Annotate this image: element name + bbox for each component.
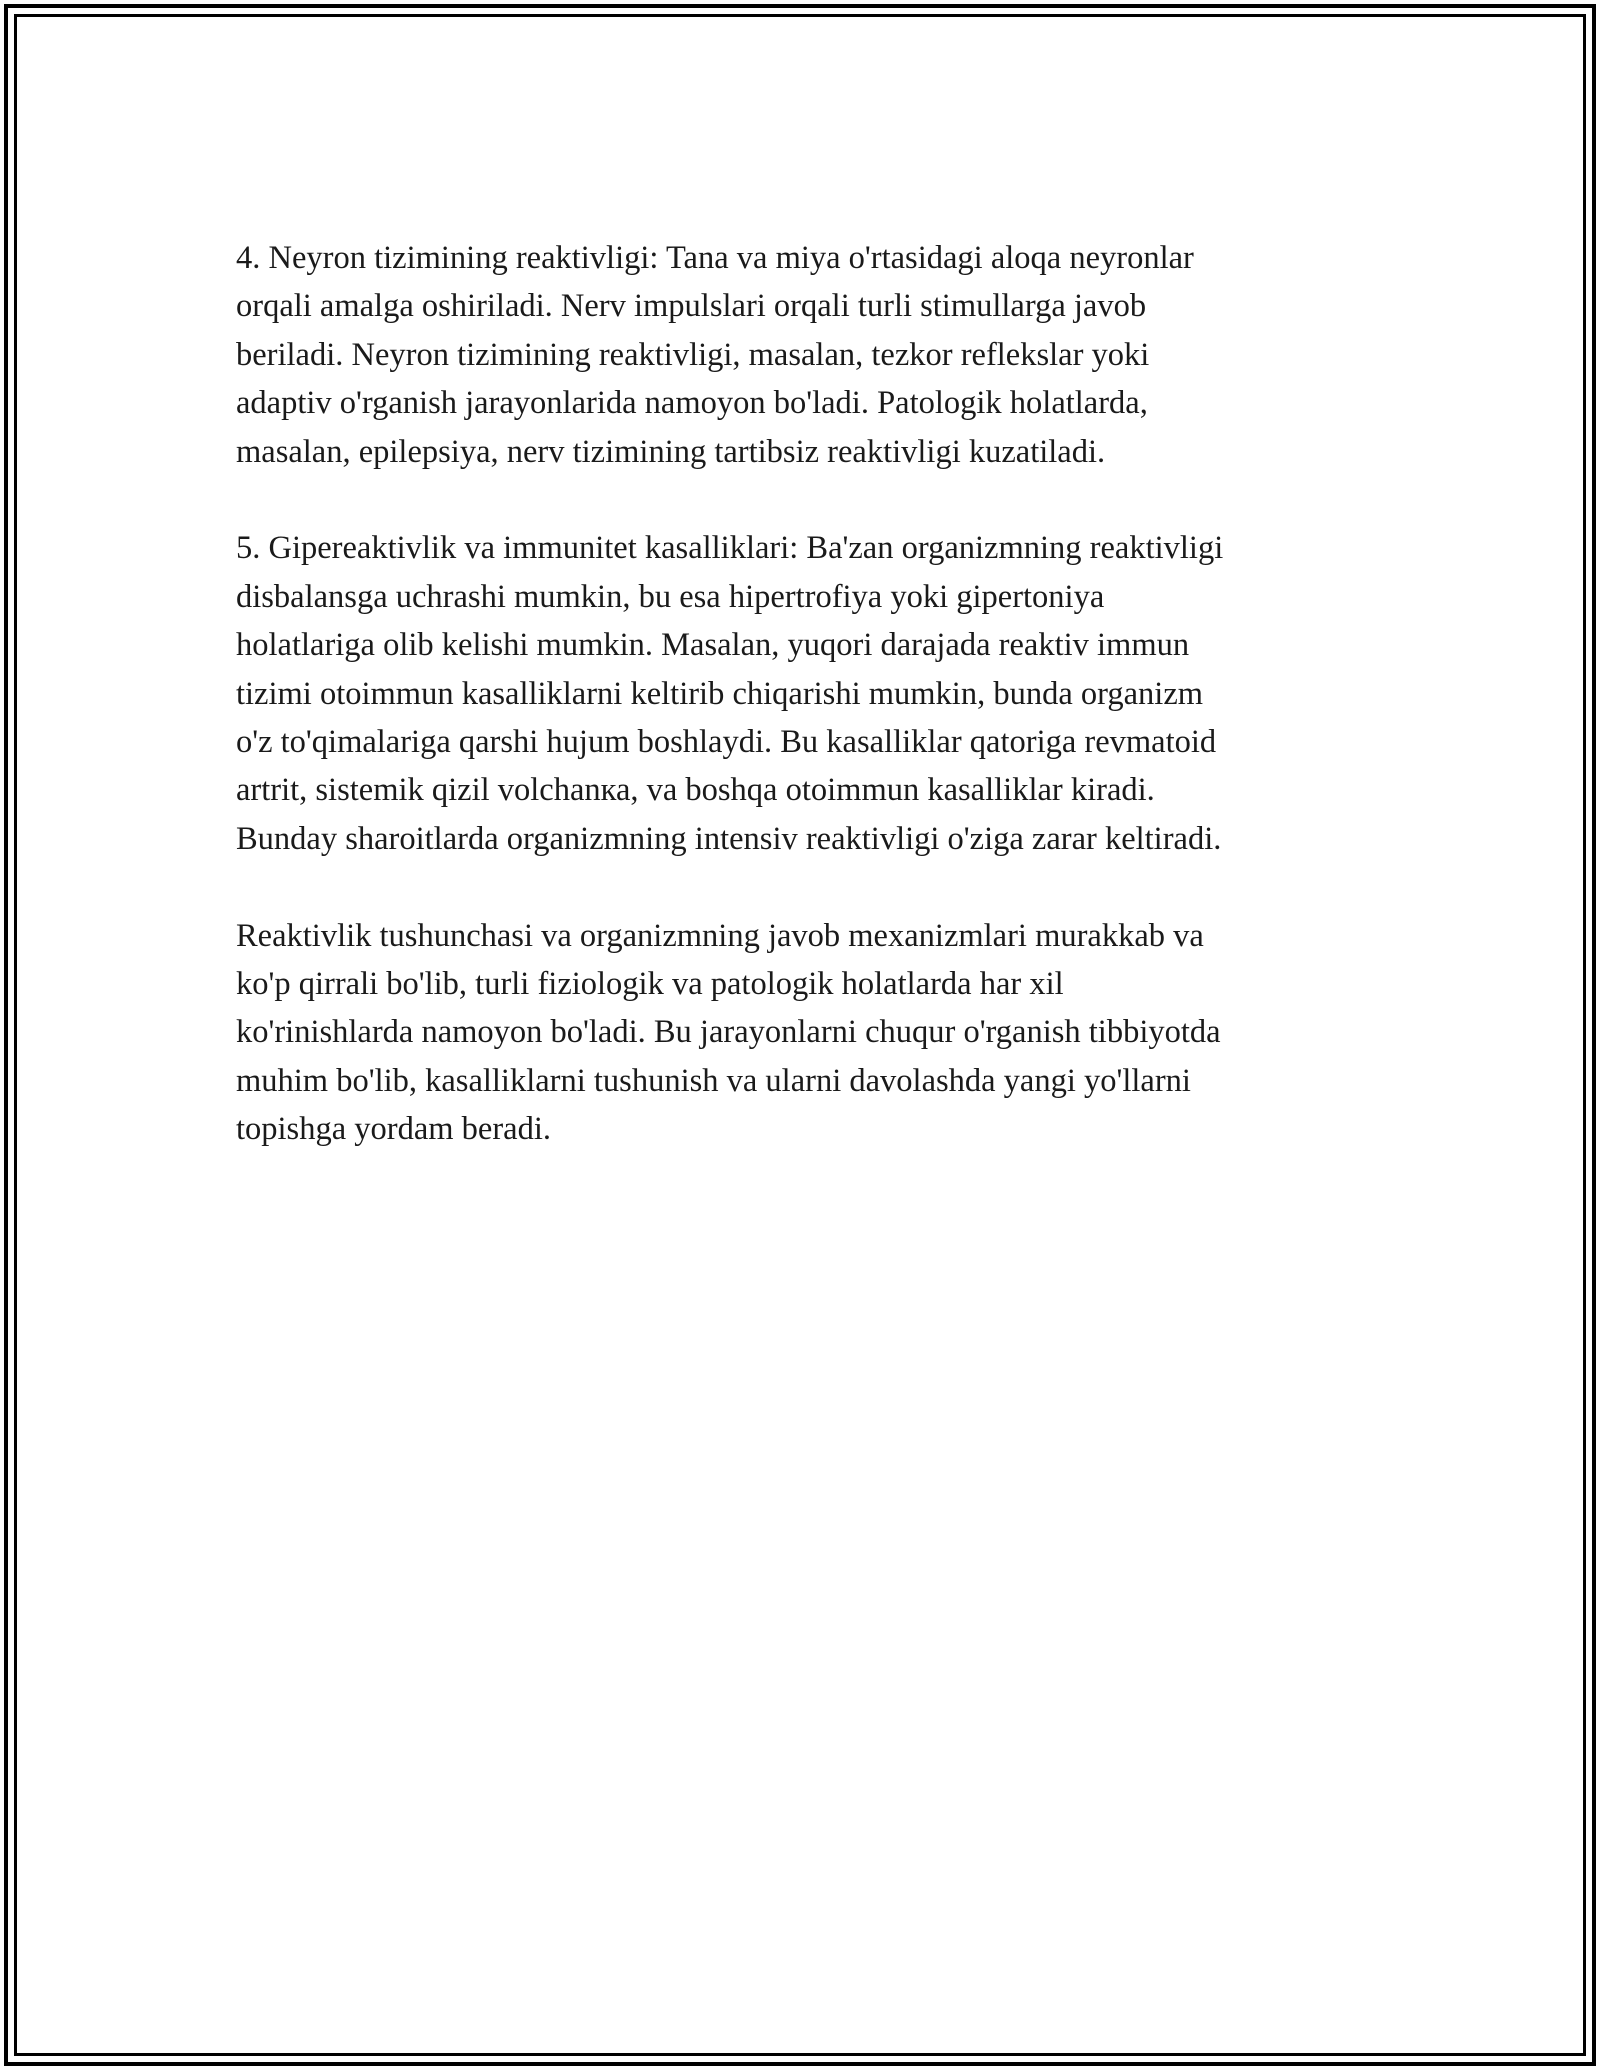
text-line: adaptiv o'rganish jarayonlarida namoyon bo'ladi. Patologik holatlarda, bbox=[236, 385, 1148, 422]
text-line: topishga yordam beradi. bbox=[236, 1111, 551, 1148]
text-line: orqali amalga oshiriladi. Nerv impulslari orqali turli stimullarga javob bbox=[236, 288, 1147, 325]
document-body bbox=[236, 234, 1356, 1202]
paragraph-xulosa bbox=[236, 912, 1356, 1154]
text-line: 4. Neyron tizimining reaktivligi: Tana va miya o'rtasidagi aloqa neyronlar bbox=[236, 240, 1194, 276]
paragraph-neyron-reaktivligi bbox=[236, 234, 1356, 476]
text-line: Bunday sharoitlarda organizmning intensiv reaktivligi o'ziga zarar keltiradi. bbox=[236, 820, 1222, 857]
text-line: holatlariga olib kelishi mumkin. Masalan, yuqori darajada reaktiv immun bbox=[236, 627, 1190, 664]
text-line: 5. Gipereaktivlik va immunitet kasalliklari: Ba'zan organizmning reaktivligi bbox=[236, 530, 1224, 567]
text-line: artrit, sistemik qizil volchanка, va boshqa otoimmun kasalliklar kiradi. bbox=[236, 772, 1155, 809]
text-line: Reaktivlik tushunchasi va organizmning javob mexanizmlari murakkab va bbox=[236, 917, 1204, 954]
text-line: beriladi. Neyron tizimining reaktivligi, masalan, tezkor reflekslar yoki bbox=[236, 336, 1150, 373]
paragraph-gipereaktivlik bbox=[236, 524, 1356, 863]
text-line: ko'p qirrali bo'lib, turli fiziologik va patologik holatlarda har xil bbox=[236, 966, 1064, 1003]
text-line: o'z to'qimalariga qarshi hujum boshlaydi. Bu kasalliklar qatoriga revmatoid bbox=[236, 724, 1217, 761]
text-line: tizimi otoimmun kasalliklarni keltirib chiqarishi mumkin, bunda organizm bbox=[236, 675, 1204, 712]
text-line: muhim bo'lib, kasalliklarni tushunish va ularni davolashda yangi yo'llarni bbox=[236, 1062, 1191, 1099]
text-line: ko'rinishlarda namoyon bo'ladi. Bu jarayonlarni chuqur o'rganish tibbiyotda bbox=[236, 1014, 1221, 1051]
text-line: masalan, epilepsiya, nerv tizimining tartibsiz reaktivligi kuzatiladi. bbox=[236, 433, 1106, 470]
text-line: disbalansga uchrashi mumkin, bu esa hipertrofiya yoki gipertoniya bbox=[236, 578, 1105, 615]
